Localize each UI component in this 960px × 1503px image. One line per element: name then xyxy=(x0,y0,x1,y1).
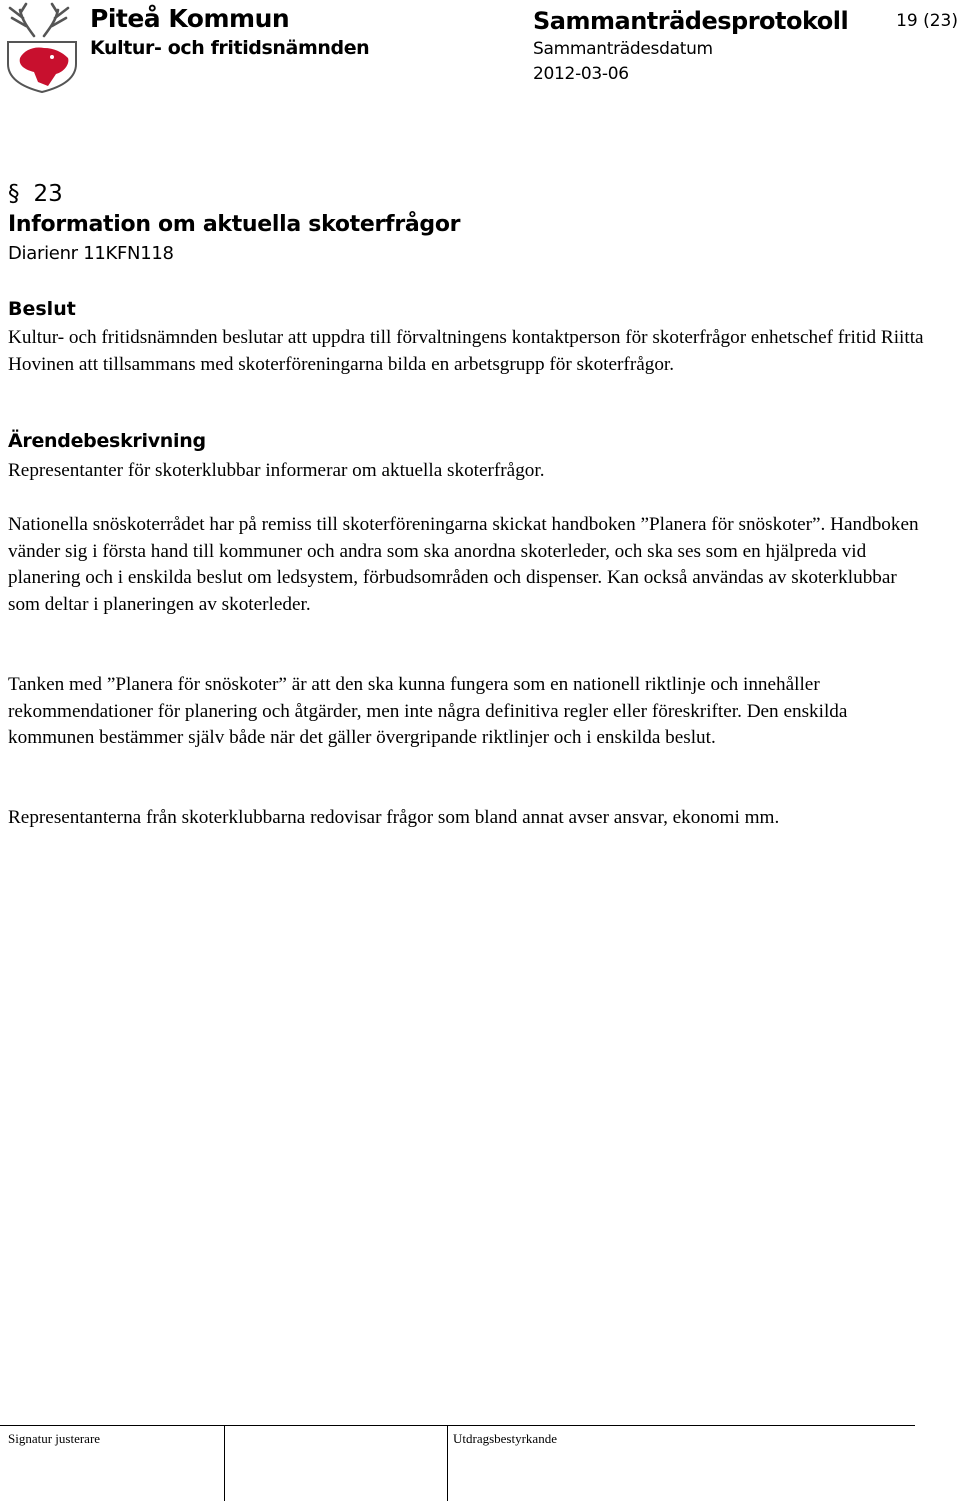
reindeer-coat-of-arms-icon xyxy=(4,2,80,94)
beslut-heading: Beslut xyxy=(8,298,76,320)
meeting-date: 2012-03-06 xyxy=(533,64,629,84)
section-number: 23 xyxy=(33,181,63,207)
footer-divider xyxy=(0,1425,915,1426)
org-name: Piteå Kommun xyxy=(90,4,290,33)
diarienr: Diarienr 11KFN118 xyxy=(8,243,174,264)
org-unit: Kultur- och fritidsnämnden xyxy=(90,37,370,59)
section-symbol: § xyxy=(8,181,20,207)
arende-paragraph: Representanter för skoterklubbar informerar om aktuella skoterfrågor. xyxy=(8,460,545,481)
page-number: 19 (23) xyxy=(896,11,958,31)
arende-paragraph: Representanterna från skoterklubbarna redovisar frågor som bland annat avser ansvar, ekonomi mm. xyxy=(8,807,780,828)
meeting-date-label: Sammanträdesdatum xyxy=(533,39,713,59)
item-title: Information om aktuella skoterfrågor xyxy=(8,212,461,237)
arende-paragraph: Tanken med ”Planera för snöskoter” är att den ska kunna fungera som en nationell riktlinje och innehåller rekommendationer för planering och åtgärder, men inte några definitiva regler eller föreskrifter. Den enskilda kommunen bestämmer själv både när det gäller övergripande riktlinjer och i enskilda beslut. xyxy=(8,674,848,749)
footer-column-divider xyxy=(224,1425,225,1501)
footer-column-divider xyxy=(447,1425,448,1501)
beslut-text: Kultur- och fritidsnämnden beslutar att uppdra till förvaltningens kontaktperson för skoterfrågor enhetschef fritid Riitta Hovinen att tillsammans med skoterföreningarna bilda en arbetsgrupp för skoterfrågor. xyxy=(8,327,924,375)
extract-certification-label: Utdragsbestyrkande xyxy=(453,1431,557,1446)
signature-label: Signatur justerare xyxy=(8,1431,101,1446)
arende-heading: Ärendebeskrivning xyxy=(8,430,206,452)
arende-paragraph: Nationella snöskoterrådet har på remiss till skoterföreningarna skickat handboken ”Planera för snöskoter”. Handboken vänder sig i första hand till kommuner och andra som ska anordna skoterleder, och ska ses som en hjälpreda vid planering och i enskilda beslut om ledsystem, förbudsområden och dispenser. Kan också användas av skoterklubbar som deltar i planeringen av skoterleder. xyxy=(8,514,919,615)
section-heading xyxy=(8,178,63,210)
document-type: Sammanträdesprotokoll xyxy=(533,7,849,35)
